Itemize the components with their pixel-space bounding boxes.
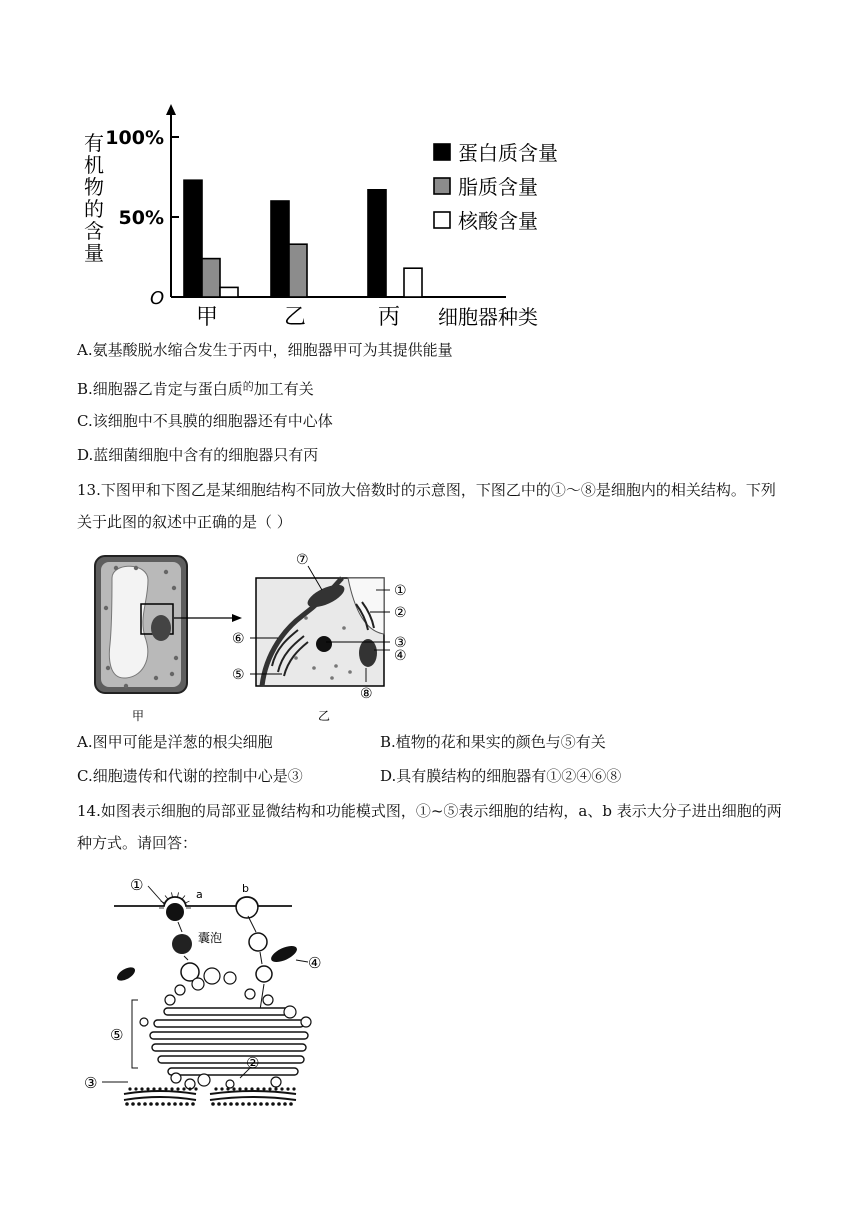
golgi-cisterna xyxy=(158,1056,304,1063)
er-membrane xyxy=(124,1097,196,1100)
q12-option-a: A.氨基酸脱水缩合发生于丙中，细胞器甲可为其提供能量 xyxy=(77,341,453,359)
endocytosis-pit-b xyxy=(236,906,258,918)
x-tick-label-2: 丙 xyxy=(377,305,401,330)
endocytic-vesicle-2 xyxy=(256,966,272,982)
q13-option-d: D.具有膜结构的细胞器有①②④⑥⑧ xyxy=(380,767,622,785)
x-tick-label-1: 乙 xyxy=(283,305,307,330)
ribosome xyxy=(158,1087,161,1090)
ribosome xyxy=(262,1087,265,1090)
mitochondrion-4 xyxy=(269,943,299,966)
small-vesicle xyxy=(165,995,175,1005)
ribosome xyxy=(149,1102,153,1106)
cytoplasm-granule xyxy=(124,684,128,688)
nucleolus-3 xyxy=(316,636,332,652)
zoom-arrow-head xyxy=(232,614,242,622)
ribosome xyxy=(137,1102,141,1106)
q13-label-3: ③ xyxy=(394,635,407,651)
y-axis-label-char: 有 xyxy=(84,131,104,155)
ribosome xyxy=(274,1087,277,1090)
origin-label: O xyxy=(150,288,165,309)
q12-option-d: D.蓝细菌细胞中含有的细胞器只有丙 xyxy=(77,446,319,464)
bar-1-1 xyxy=(289,244,307,297)
cytoplasm-granule xyxy=(342,626,346,630)
ribosome xyxy=(241,1102,245,1106)
ribosome xyxy=(211,1102,215,1106)
ribosome xyxy=(268,1087,271,1090)
q13-cell-figure xyxy=(86,548,426,724)
legend-entry-1: 脂质含量 xyxy=(458,175,538,199)
golgi-cisterna xyxy=(154,1020,304,1027)
ribosome xyxy=(244,1087,247,1090)
ribosome xyxy=(286,1087,289,1090)
er-membrane xyxy=(210,1097,296,1100)
q14-label-2: ② xyxy=(246,1054,260,1072)
q13-label-5: ⑤ xyxy=(232,667,245,683)
bar-0-0 xyxy=(184,180,202,297)
legend-entry-2: 核酸含量 xyxy=(458,209,538,233)
bar-2-2 xyxy=(404,268,422,297)
y-axis-label-char: 量 xyxy=(84,241,104,265)
organelle-content-chart xyxy=(76,100,586,332)
q13-option-a: A.图甲可能是洋葱的根尖细胞 xyxy=(77,733,273,751)
q13-label-7: ⑦ xyxy=(296,552,309,568)
y-tick-label-50: 50% xyxy=(118,207,164,229)
y-axis-label-char: 含 xyxy=(84,219,104,243)
y-tick-label-100: 100% xyxy=(105,127,164,149)
vacuole-jia xyxy=(109,566,148,678)
q14-label-1: ① xyxy=(130,876,144,894)
cytoplasm-granule xyxy=(104,606,108,610)
mitochondrion-left xyxy=(115,965,137,984)
q13-label-6: ⑥ xyxy=(232,631,245,647)
ribosome xyxy=(220,1087,223,1090)
ribosome xyxy=(229,1102,233,1106)
q14-leader-lines xyxy=(102,886,308,1082)
ribosome xyxy=(176,1087,179,1090)
ribosome xyxy=(280,1087,283,1090)
small-vesicle xyxy=(224,972,236,984)
bar-1-0 xyxy=(271,201,289,297)
ribosome xyxy=(164,1087,167,1090)
ribosome xyxy=(250,1087,253,1090)
legend-swatch-1 xyxy=(434,178,450,194)
legend-swatch-0 xyxy=(434,144,450,160)
ribosome xyxy=(217,1102,221,1106)
golgi-cisterna xyxy=(164,1008,290,1015)
golgi-cisterna xyxy=(152,1044,306,1051)
cytoplasm-granule xyxy=(170,672,174,676)
burst-mark xyxy=(182,895,185,899)
golgi-bracket xyxy=(132,1000,138,1068)
ribosome xyxy=(223,1102,227,1106)
ribosome xyxy=(292,1087,295,1090)
y-axis-label xyxy=(84,131,104,265)
cytoplasm-granule xyxy=(154,676,158,680)
exocytosis-vesicle-a xyxy=(166,903,184,921)
q14-secretion-figure xyxy=(80,872,340,1112)
bar-2-0 xyxy=(368,190,386,297)
cytoplasm-granule xyxy=(348,670,352,674)
ribosome xyxy=(194,1087,197,1090)
q14-label-b: b xyxy=(242,882,249,895)
small-vesicle xyxy=(140,1018,148,1026)
q14-label-4: ④ xyxy=(308,954,322,972)
ribosome xyxy=(179,1102,183,1106)
q12-option-c: C.该细胞中不具膜的细胞器还有中心体 xyxy=(77,412,333,430)
small-vesicle xyxy=(271,1077,281,1087)
ribosome xyxy=(131,1102,135,1106)
burst-mark xyxy=(165,895,168,899)
ribosome xyxy=(259,1102,263,1106)
golgi-cisterna xyxy=(168,1068,298,1075)
ribosome xyxy=(155,1102,159,1106)
cytoplasm-granule xyxy=(294,656,298,660)
ribosome xyxy=(134,1087,137,1090)
ribosome xyxy=(161,1102,165,1106)
ribosome xyxy=(128,1087,131,1090)
small-vesicle xyxy=(198,1074,210,1086)
secretory-vesicle xyxy=(172,934,192,954)
ribosome xyxy=(256,1087,259,1090)
small-vesicle xyxy=(263,995,273,1005)
q12-option-b xyxy=(77,377,314,399)
ribosome xyxy=(182,1087,185,1090)
cytoplasm-granule xyxy=(114,566,118,570)
ribosome xyxy=(238,1087,241,1090)
er-membrane xyxy=(124,1091,196,1094)
fig-label-jia: 甲 xyxy=(131,709,145,723)
endocytic-vesicle xyxy=(249,933,267,951)
cytoplasm-granule xyxy=(106,666,110,670)
q14-label-5: ⑤ xyxy=(110,1026,124,1044)
mitochondrion-4 xyxy=(359,639,377,667)
cytoplasm-granule xyxy=(334,664,338,668)
ribosome xyxy=(214,1087,217,1090)
q12-option-b-post: 加工有关 xyxy=(253,380,314,398)
ribosome xyxy=(277,1102,281,1106)
q14-stem: 14.如图表示细胞的局部亚显微结构和功能模式图，①~⑤表示细胞的结构，a、b 表示大分子进出细胞的两种方式。请回答： xyxy=(77,802,782,852)
small-vesicle xyxy=(204,968,220,984)
small-vesicle xyxy=(301,1017,311,1027)
er-membrane xyxy=(210,1091,296,1094)
fig-label-yi: 乙 xyxy=(317,709,331,723)
q12-option-b-pre: B.细胞器乙肯定与蛋白质 xyxy=(77,380,243,398)
y-axis-arrow xyxy=(166,104,176,115)
ribosome xyxy=(170,1087,173,1090)
legend-swatch-2 xyxy=(434,212,450,228)
q13-label-1: ① xyxy=(394,583,407,599)
small-vesicle xyxy=(226,1080,234,1088)
y-axis-label-char: 的 xyxy=(84,197,104,221)
small-vesicle xyxy=(171,1073,181,1083)
ribosome xyxy=(185,1102,189,1106)
ribosome xyxy=(235,1102,239,1106)
nucleus-jia xyxy=(151,615,171,641)
q13-option-b: B.植物的花和果实的颜色与⑤有关 xyxy=(380,733,606,751)
q13-stem: 13.下图甲和下图乙是某细胞结构不同放大倍数时的示意图，下图乙中的①～⑧是细胞内的相关结构。下列关于此图的叙述中正确的是（ ） xyxy=(77,481,776,531)
small-vesicle xyxy=(245,989,255,999)
ribosome xyxy=(232,1087,235,1090)
q13-label-2: ② xyxy=(394,605,407,621)
bar-0-1 xyxy=(202,259,220,297)
q12-option-b-sup: 的 xyxy=(242,380,254,393)
cytoplasm-granule xyxy=(174,656,178,660)
ribosome xyxy=(283,1102,287,1106)
ribosome xyxy=(152,1087,155,1090)
bar-0-2 xyxy=(220,287,238,297)
q13-label-8: ⑧ xyxy=(360,686,373,702)
ribosome xyxy=(167,1102,171,1106)
q13-label-4: ④ xyxy=(394,648,407,664)
small-vesicle xyxy=(284,1006,296,1018)
q13-option-c: C.细胞遗传和代谢的控制中心是③ xyxy=(77,767,303,785)
y-axis-label-char: 物 xyxy=(84,175,104,199)
ribosome xyxy=(125,1102,129,1106)
ribosome xyxy=(265,1102,269,1106)
q14-label-3: ③ xyxy=(84,1074,98,1092)
cytoplasm-granule xyxy=(172,586,176,590)
x-axis-label: 细胞器种类 xyxy=(438,305,538,329)
ribosome xyxy=(289,1102,293,1106)
small-vesicle xyxy=(192,978,204,990)
ribosome xyxy=(143,1102,147,1106)
cytoplasm-granule xyxy=(330,676,334,680)
ribosome xyxy=(226,1087,229,1090)
cytoplasm-granule xyxy=(304,616,308,620)
x-tick-label-0: 甲 xyxy=(195,305,219,330)
golgi-apparatus-5 xyxy=(150,1008,308,1075)
ribosome xyxy=(271,1102,275,1106)
q14-label-a: a xyxy=(196,888,203,901)
ribosome xyxy=(146,1087,149,1090)
plasma-membrane xyxy=(114,897,292,906)
rough-er xyxy=(124,1087,296,1105)
small-vesicle xyxy=(175,985,185,995)
q14-vesicle-label: 囊泡 xyxy=(198,931,223,945)
y-axis-label-char: 机 xyxy=(84,153,104,177)
legend-entry-0: 蛋白质含量 xyxy=(458,141,558,165)
ribosome xyxy=(191,1102,195,1106)
ribosome xyxy=(140,1087,143,1090)
ribosome xyxy=(188,1087,191,1090)
ribosome xyxy=(247,1102,251,1106)
cytoplasm-granule xyxy=(312,666,316,670)
ribosome xyxy=(253,1102,257,1106)
golgi-cisterna xyxy=(150,1032,308,1039)
cytoplasm-granule xyxy=(134,566,138,570)
cytoplasm-granule xyxy=(164,570,168,574)
ribosome xyxy=(173,1102,177,1106)
